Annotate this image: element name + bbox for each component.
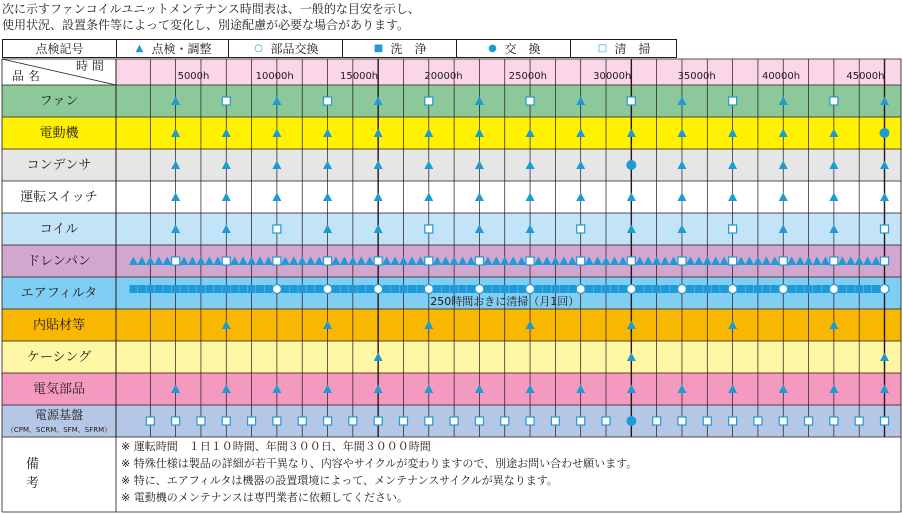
open-circle-icon [627, 285, 636, 294]
hour-label: 35000h [677, 71, 716, 82]
filled-square-icon [189, 285, 197, 293]
filled-square-icon [754, 285, 762, 293]
open-square-icon [526, 97, 534, 105]
legend-label-clean: 清 掃 [614, 42, 651, 56]
hour-label: 20000h [424, 71, 463, 82]
filled-square-icon [585, 285, 593, 293]
hour-label: 5000h [177, 71, 210, 82]
hour-label: 30000h [593, 71, 632, 82]
open-square-icon [779, 257, 787, 265]
open-square-icon [653, 417, 661, 425]
filled-square-icon [248, 285, 256, 293]
hour-label: 25000h [508, 71, 547, 82]
legend-label-wash: 洗 浄 [390, 42, 427, 56]
open-square-icon [222, 97, 230, 105]
open-square-icon [298, 417, 306, 425]
filled-square-icon [821, 285, 829, 293]
filled-square-icon [501, 285, 509, 293]
row-label: 電源基盤 [34, 408, 84, 422]
filled-square-icon [399, 285, 407, 293]
legend-title: 点検記号 [3, 40, 117, 57]
filled-square-icon [239, 285, 247, 293]
filled-square-icon [518, 285, 526, 293]
remark-line-2: ※ 特殊仕様は製品の詳細が若干異なり、内容やサイクルが変わりますので、別途お問い合わせ願います。 [121, 457, 638, 470]
open-circle-icon [779, 285, 788, 294]
open-square-icon [273, 225, 281, 233]
open-square-icon [399, 417, 407, 425]
open-square-icon [881, 417, 889, 425]
filled-square-icon [172, 285, 180, 293]
row-label: エアフィルタ [20, 286, 98, 301]
open-square-icon [324, 97, 332, 105]
open-square-icon [830, 257, 838, 265]
filled-square-icon [129, 285, 137, 293]
header-item-label: 品 名 [12, 69, 40, 83]
row-label: 運転スイッチ [20, 190, 98, 205]
open-square-icon [729, 257, 737, 265]
open-square-icon [602, 417, 610, 425]
open-square-icon [830, 417, 838, 425]
filled-circle-icon [626, 416, 636, 426]
open-square-icon [855, 417, 863, 425]
open-square-icon [754, 417, 762, 425]
open-square-icon [146, 417, 154, 425]
filled-square-icon [264, 285, 272, 293]
filled-square-icon [855, 285, 863, 293]
filled-square-icon [459, 285, 467, 293]
filled-square-icon [163, 285, 171, 293]
open-circle-icon [677, 285, 686, 294]
open-square-icon [830, 97, 838, 105]
open-square-icon [222, 417, 230, 425]
open-circle-icon [323, 285, 332, 294]
remarks-list [121, 438, 637, 506]
triangle-icon: ▲ [135, 43, 144, 54]
remark-line-4: ※ 電動機のメンテナンスは専門業者に依頼してください。 [121, 491, 408, 504]
open-square-icon [627, 257, 635, 265]
open-circle-icon [526, 285, 535, 294]
filled-square-icon [535, 285, 543, 293]
filled-square-icon [256, 285, 264, 293]
filled-square-icon [805, 285, 813, 293]
filled-square-icon [357, 285, 365, 293]
open-circle-icon [728, 285, 737, 294]
filled-square-icon [290, 285, 298, 293]
filled-circle-icon [880, 128, 890, 138]
filled-square-icon [872, 285, 880, 293]
open-circle-icon [424, 285, 433, 294]
open-circle-icon [475, 285, 484, 294]
filled-square-icon [281, 285, 289, 293]
open-circle-icon [272, 285, 281, 294]
filled-square-icon [551, 285, 559, 293]
filled-square-icon [416, 285, 424, 293]
open-square-icon [729, 225, 737, 233]
intro-line-2: 使用状況、設置条件等によって変化し、別途配慮が必要な場合があります。 [2, 18, 410, 32]
open-square-icon [425, 417, 433, 425]
row-label: コイル [39, 222, 79, 237]
filled-circle-icon [626, 160, 636, 170]
filled-square-icon [636, 285, 644, 293]
hour-label: 45000h [846, 71, 885, 82]
row-sublabel: （CPM、SCRM、SFM、SFRM） [6, 426, 112, 434]
open-square-icon [703, 417, 711, 425]
filled-square-icon [138, 285, 146, 293]
open-square-icon [475, 257, 483, 265]
open-square-icon [678, 417, 686, 425]
legend-label-replace: 交 換 [504, 42, 541, 56]
filled-square-icon [813, 285, 821, 293]
filled-square-icon [442, 285, 450, 293]
open-circle-icon: ○ [254, 43, 263, 54]
filled-square-icon [197, 285, 205, 293]
open-square-icon [172, 257, 180, 265]
filled-square-icon [610, 285, 618, 293]
filled-square-icon [543, 285, 551, 293]
filled-square-icon [155, 285, 163, 293]
open-square-icon [172, 417, 180, 425]
filled-square-icon [222, 285, 230, 293]
open-square-icon [501, 417, 509, 425]
intro-line-1: 次に示すファンコイルユニットメンテナンス時間表は、一般的な目安を示し、 [2, 2, 420, 16]
open-square-icon [222, 257, 230, 265]
filled-square-icon [619, 285, 627, 293]
open-square-icon [248, 417, 256, 425]
open-square-icon [551, 417, 559, 425]
filled-square-icon [408, 285, 416, 293]
filled-square-icon [762, 285, 770, 293]
filled-square-icon [771, 285, 779, 293]
hour-label: 10000h [255, 71, 294, 82]
open-square-icon [577, 257, 585, 265]
filled-square-icon [315, 285, 323, 293]
open-square-icon [881, 257, 889, 265]
filled-square-icon [695, 285, 703, 293]
row-label: コンデンサ [26, 158, 92, 173]
filled-square-icon [298, 285, 306, 293]
hour-label: 40000h [761, 71, 801, 82]
open-square-icon [273, 417, 281, 425]
filled-circle-icon: ● [488, 43, 497, 54]
row-label: ファン [39, 94, 79, 109]
row-label: ケーシング [26, 350, 92, 365]
filled-square-icon [492, 285, 500, 293]
filled-square-icon [180, 285, 188, 293]
filled-square-icon [788, 285, 796, 293]
open-square-icon [729, 97, 737, 105]
legend-label-inspect: 点検・調整 [151, 42, 212, 56]
row-label: 電動機 [39, 126, 79, 141]
row-label: ドレンパン [27, 254, 91, 269]
open-square-icon [729, 417, 737, 425]
open-square-icon [678, 257, 686, 265]
filled-square-icon [214, 285, 222, 293]
open-square-icon [805, 417, 813, 425]
open-square-icon [197, 417, 205, 425]
filled-square-icon [602, 285, 610, 293]
legend-label-parts: 部品交換 [270, 42, 319, 56]
filled-square-icon [796, 285, 804, 293]
filled-square-icon [653, 285, 661, 293]
filled-square-icon [205, 285, 213, 293]
open-square-icon [425, 257, 433, 265]
filled-square-icon [703, 285, 711, 293]
open-circle-icon [576, 285, 585, 294]
remark-line-3: ※ 特に、エアフィルタは機器の設置環境によって、メンテナンスサイクルが異なります。 [121, 474, 558, 487]
open-square-icon [273, 257, 281, 265]
filled-square-icon [349, 285, 357, 293]
open-square-icon [627, 97, 635, 105]
filled-square-icon: ■ [373, 43, 384, 54]
remarks-title: 備 考 [26, 457, 101, 491]
filled-square-icon [720, 285, 728, 293]
filled-square-icon [838, 285, 846, 293]
filled-square-icon [594, 285, 602, 293]
filled-square-icon [332, 285, 340, 293]
open-circle-icon [829, 285, 838, 294]
filled-square-icon [484, 285, 492, 293]
filled-square-icon [745, 285, 753, 293]
open-square-icon [374, 417, 382, 425]
filled-square-icon [146, 285, 154, 293]
open-square-icon [577, 225, 585, 233]
open-square-icon [349, 417, 357, 425]
open-square-icon [324, 257, 332, 265]
open-square-icon [324, 417, 332, 425]
open-square-icon [881, 225, 889, 233]
filled-square-icon [383, 285, 391, 293]
open-square-icon [526, 417, 534, 425]
row-label: 内貼材等 [32, 318, 86, 333]
filled-square-icon [307, 285, 315, 293]
open-square-icon [374, 257, 382, 265]
open-square-icon [425, 97, 433, 105]
filled-square-icon [661, 285, 669, 293]
filled-square-icon [670, 285, 678, 293]
filled-square-icon [864, 285, 872, 293]
row-label: 電気部品 [32, 382, 86, 397]
row-note: 250時間おきに清掃（月1回） [430, 295, 580, 308]
filled-square-icon [433, 285, 441, 293]
open-square-icon: □ [597, 43, 608, 54]
open-square-icon [577, 417, 585, 425]
filled-square-icon [366, 285, 374, 293]
hour-label: 15000h [340, 71, 379, 82]
open-square-icon [475, 417, 483, 425]
filled-square-icon [686, 285, 694, 293]
filled-square-icon [509, 285, 517, 293]
filled-square-icon [340, 285, 348, 293]
open-square-icon [450, 417, 458, 425]
filled-square-icon [467, 285, 475, 293]
open-square-icon [425, 225, 433, 233]
filled-square-icon [450, 285, 458, 293]
open-circle-icon [880, 285, 889, 294]
open-square-icon [779, 417, 787, 425]
filled-square-icon [568, 285, 576, 293]
filled-square-icon [560, 285, 568, 293]
filled-square-icon [231, 285, 239, 293]
filled-square-icon [644, 285, 652, 293]
header-time-label: 時 間 [76, 59, 104, 73]
filled-square-icon [737, 285, 745, 293]
filled-square-icon [847, 285, 855, 293]
open-circle-icon [374, 285, 383, 294]
remark-line-1: ※ 運転時間 １日１０時間、年間３００日、年間３０００時間 [121, 440, 431, 453]
filled-square-icon [391, 285, 399, 293]
open-square-icon [526, 257, 534, 265]
filled-square-icon [712, 285, 720, 293]
